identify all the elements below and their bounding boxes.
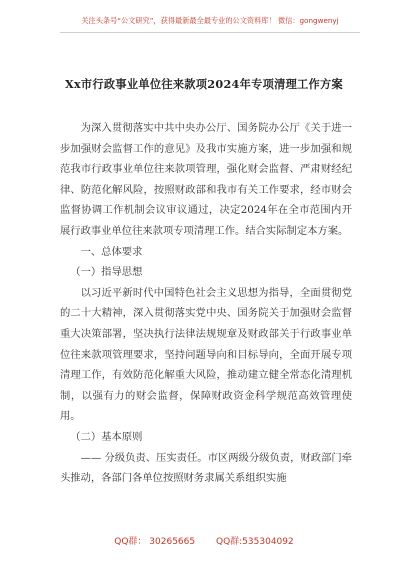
footer-contact: [0, 534, 408, 547]
header-notice: [60, 16, 360, 33]
subheading-guiding-ideology: （一）指导思想: [70, 266, 143, 279]
basic-principles-paragraph: —— 分级负责、压实责任。市区两级分级负责，财政部门牵头推动，各部门各单位按照财务隶属关系组织实施: [60, 451, 352, 485]
document-title: Xx市行政事业单位往来款项2024年专项清理工作方案: [64, 77, 344, 91]
footer-qq-group-2: QQ群:535304092: [215, 537, 294, 547]
intro-paragraph: 为深入贯彻落实中共中央办公厅、国务院办公厅《关于进一步加强财会监督工作的意见》及我市实施方案，进一步加强和规范我市行政事业单位往来款项管理，强化财会监督、严肃财经纪律、防范化解风险，按照财政部和我市有关工作要求，经市财会监督协调工作机制会议审议通过，决定2024年在全市范围内开展行政事业单位往来款项专项清理工作。结合实际制定本方案。: [60, 122, 352, 237]
section-heading-general-requirements: 一、总体要求: [80, 245, 143, 258]
header-notice-text: 关注头条号“公文研究”，获得最新最全最专业的公文资料库！ 微信：gongwenyj: [81, 16, 339, 25]
subheading-basic-principles: （二）基本原则: [70, 430, 143, 443]
guiding-ideology-paragraph: 以习近平新时代中国特色社会主义思想为指导，全面贯彻党的二十大精神，深入贯彻落实党中央、国务院关于加强财会监督重大决策部署，坚决执行法律法规规章及财政部关于行政事业单位往来款项管理要求，坚持问题导向和目标导向，全面开展专项清理工作，有效防范化解重大风险，推动建立健全常态化清理机制，以强有力的财会监督，保障财政资金科学规范高效管理使用。: [60, 286, 352, 423]
footer-qq-group-1: QQ群： 30265665: [114, 537, 196, 547]
document-body: [60, 118, 352, 489]
